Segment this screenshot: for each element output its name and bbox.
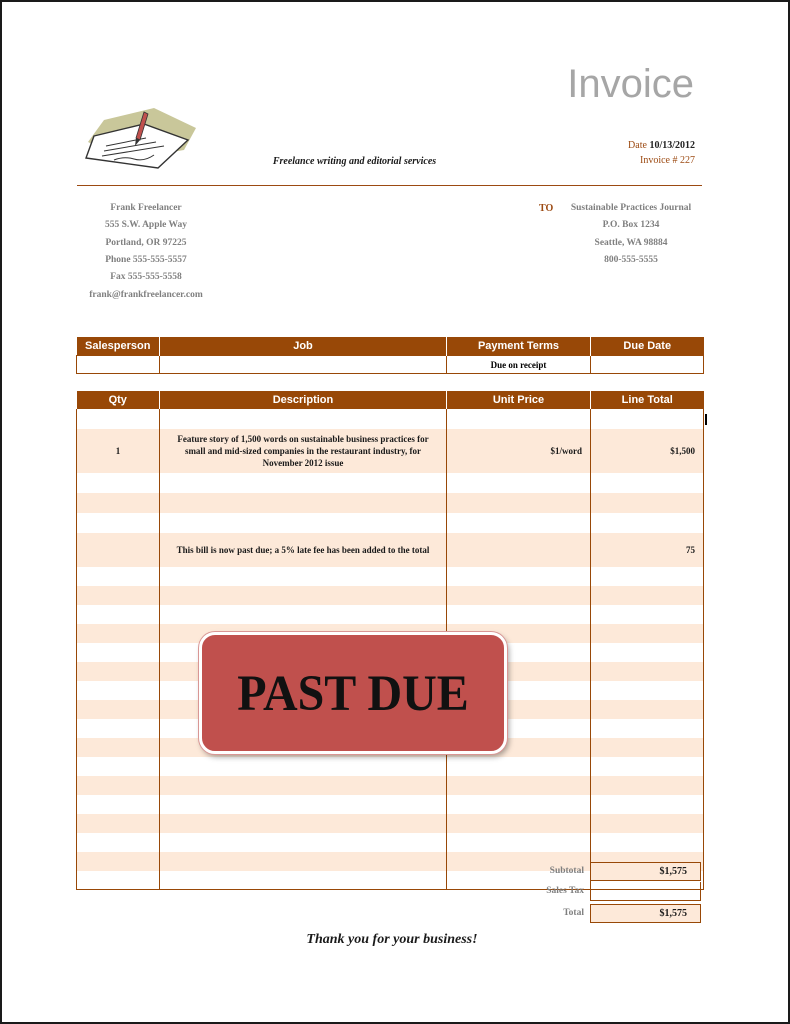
total-label: Total (563, 908, 584, 918)
payment-terms-cell: Due on receipt (447, 356, 591, 374)
terms-header-row (77, 337, 704, 356)
table-row (77, 833, 704, 852)
past-due-stamp (199, 632, 507, 754)
invoice-date (522, 140, 695, 151)
to-label: TO (539, 203, 554, 214)
to-name: Sustainable Practices Journal (570, 203, 692, 213)
terms-row (77, 356, 704, 374)
table-row (77, 776, 704, 795)
items-header-row (77, 391, 704, 409)
text-cursor (705, 414, 707, 425)
item1-description: Feature story of 1,500 words on sustainable business practices for small and mid-sized companies in the restaurant industry, for November 2012 issue (160, 429, 447, 473)
invoice-title: Invoice (567, 62, 694, 106)
to-city: Seattle, WA 98884 (594, 238, 668, 248)
table-row (77, 795, 704, 814)
sales-tax-label: Sales Tax (546, 886, 584, 896)
table-row (77, 429, 704, 473)
item1-unit-price: $1/word (447, 429, 591, 473)
invoice-number-label: Invoice # (640, 155, 678, 166)
due-date-cell (591, 356, 704, 374)
unit-price-header: Unit Price (447, 391, 591, 409)
from-street: 555 S.W. Apple Way (104, 220, 188, 230)
table-row (77, 757, 704, 776)
item2-line-total: 75 (591, 533, 704, 567)
line-total-header: Line Total (591, 391, 704, 409)
due-date-header: Due Date (591, 337, 704, 356)
item1-line-total: $1,500 (591, 429, 704, 473)
invoice-number-value: 227 (680, 155, 695, 166)
table-row (77, 586, 704, 605)
table-row (77, 533, 704, 567)
job-header: Job (160, 337, 447, 356)
table-row (77, 473, 704, 493)
sales-tax-value (590, 882, 701, 901)
from-name: Frank Freelancer (110, 203, 182, 213)
writing-paper-pen-icon (84, 106, 198, 172)
table-row (77, 409, 704, 429)
header-divider (77, 185, 702, 186)
table-row (77, 814, 704, 833)
qty-header: Qty (77, 391, 160, 409)
item2-description: This bill is now past due; a 5% late fee has been added to the total (160, 533, 447, 567)
job-cell (160, 356, 447, 374)
thank-you-message: Thank you for your business! (306, 932, 478, 947)
to-phone: 800-555-5555 (604, 255, 658, 265)
table-row (77, 567, 704, 586)
total-value: $1,575 (590, 904, 701, 923)
from-email: frank@frankfreelancer.com (89, 290, 203, 300)
from-fax: Fax 555-555-5558 (110, 272, 182, 282)
to-address: P.O. Box 1234 (602, 220, 660, 230)
payment-terms-header: Payment Terms (447, 337, 591, 356)
subtotal-value: $1,575 (590, 862, 701, 881)
table-row (77, 513, 704, 533)
from-phone: Phone 555-555-5557 (105, 255, 187, 265)
past-due-text: PAST DUE (237, 665, 469, 721)
date-value: 10/13/2012 (649, 140, 695, 151)
from-city: Portland, OR 97225 (105, 238, 187, 248)
terms-table (76, 337, 704, 374)
date-label: Date (628, 140, 647, 151)
item1-qty: 1 (77, 429, 160, 473)
company-tagline: Freelance writing and editorial services (272, 156, 437, 167)
salesperson-header: Salesperson (77, 337, 160, 356)
table-row (77, 493, 704, 513)
invoice-number (522, 155, 695, 166)
salesperson-cell (77, 356, 160, 374)
description-header: Description (160, 391, 447, 409)
subtotal-label: Subtotal (549, 866, 584, 876)
table-row (77, 605, 704, 624)
